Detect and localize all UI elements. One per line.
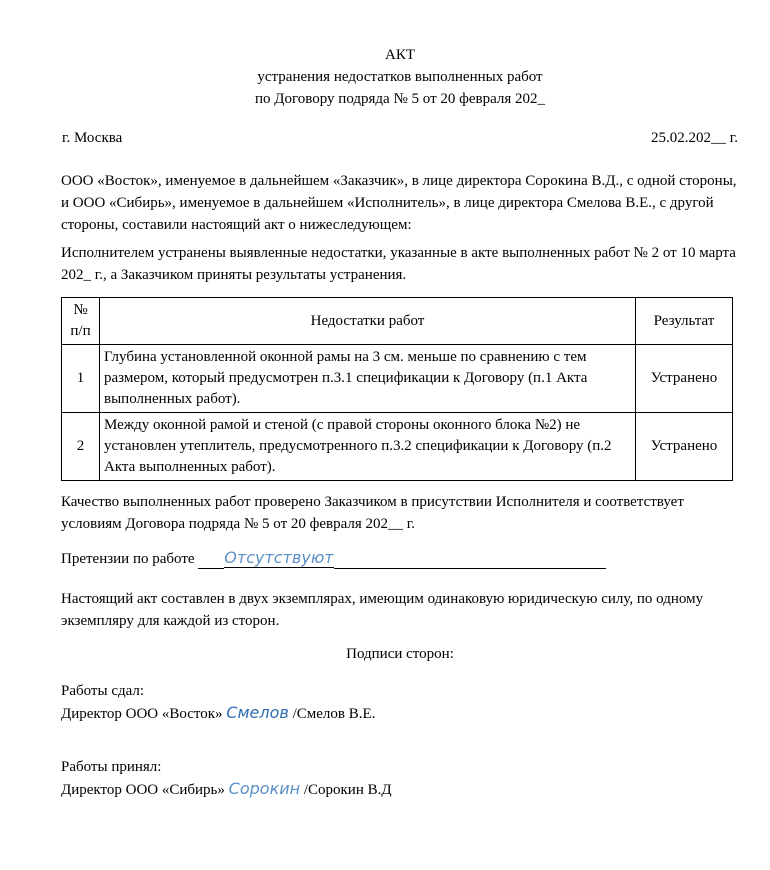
claims-underline-tail (334, 550, 606, 569)
row-defect: Между оконной рамой и стеной (с правой стороны оконного блока №2) не установлен утеплитель, предусмотренного п.3.2 спецификации к Договору (п.2 Акта выполненных работ). (100, 413, 636, 481)
handed-signature: Смелов (226, 703, 289, 722)
defects-table (61, 297, 733, 481)
document-header (0, 44, 770, 110)
handed-over-block (61, 680, 743, 725)
parties-paragraph: ООО «Восток», именуемое в дальнейшем «Заказчик», в лице директора Сорокина В.Д., с одной стороны, и ООО «Сибирь», именуемое в дальнейшем «Исполнитель», в лице директора Смелова В.Е., с другой стороны, составили настоящий акт о нижеследующем: (61, 173, 737, 233)
document-date: 25.02.202__ г. (651, 130, 738, 146)
claims-line (61, 548, 743, 570)
accepted-signature-line (61, 778, 743, 801)
document-contract-reference: по Договору подряда № 5 от 20 февраля 202_ (254, 91, 546, 107)
place-date-line (62, 127, 738, 149)
accepted-block (61, 756, 743, 801)
handed-label: Работы сдал: (61, 683, 145, 699)
copies-paragraph: Настоящий акт составлен в двух экземплярах, имеющим одинаковую юридическую силу, по одному экземпляру для каждой из сторон. (61, 591, 704, 629)
quality-paragraph: Качество выполненных работ проверено Заказчиком в присутствии Исполнителя и соответствует условиям Договора подряда № 5 от 20 февраля 202__ г. (61, 494, 684, 532)
accepted-position: Директор ООО «Сибирь» (61, 782, 225, 798)
signatures-title: Подписи сторон: (346, 646, 454, 662)
header-num: № п/п (62, 298, 100, 345)
document-city: г. Москва (62, 130, 123, 146)
header-defect: Недостатки работ (100, 298, 636, 345)
row-result: Устранено (636, 345, 733, 413)
handed-signature-line (61, 702, 743, 725)
document-title: АКТ (385, 47, 415, 63)
accepted-name: /Сорокин В.Д (303, 782, 392, 798)
claims-value: Отсутствуют (224, 548, 334, 567)
row-result: Устранено (636, 413, 733, 481)
table-row (62, 413, 733, 481)
row-num: 2 (62, 413, 100, 481)
header-result: Результат (636, 298, 733, 345)
row-num: 1 (62, 345, 100, 413)
table-row (62, 345, 733, 413)
claims-label: Претензии по работе (61, 551, 195, 567)
table-header-row (62, 298, 733, 345)
claims-underline-lead (198, 550, 224, 569)
accepted-signature: Сорокин (228, 779, 301, 798)
defects-fixed-paragraph: Исполнителем устранены выявленные недостатки, указанные в акте выполненных работ № 2 от 10 марта 202_ г., а Заказчиком приняты результаты устранения. (61, 245, 736, 283)
handed-name: /Смелов В.Е. (292, 706, 376, 722)
document-subtitle: устранения недостатков выполненных работ (257, 69, 543, 85)
handed-position: Директор ООО «Восток» (61, 706, 223, 722)
row-defect: Глубина установленной оконной рамы на 3 см. меньше по сравнению с тем размером, который предусмотрен п.3.1 спецификации к Договору (п.1 Акта выполненных работ). (100, 345, 636, 413)
accepted-label: Работы принял: (61, 759, 162, 775)
